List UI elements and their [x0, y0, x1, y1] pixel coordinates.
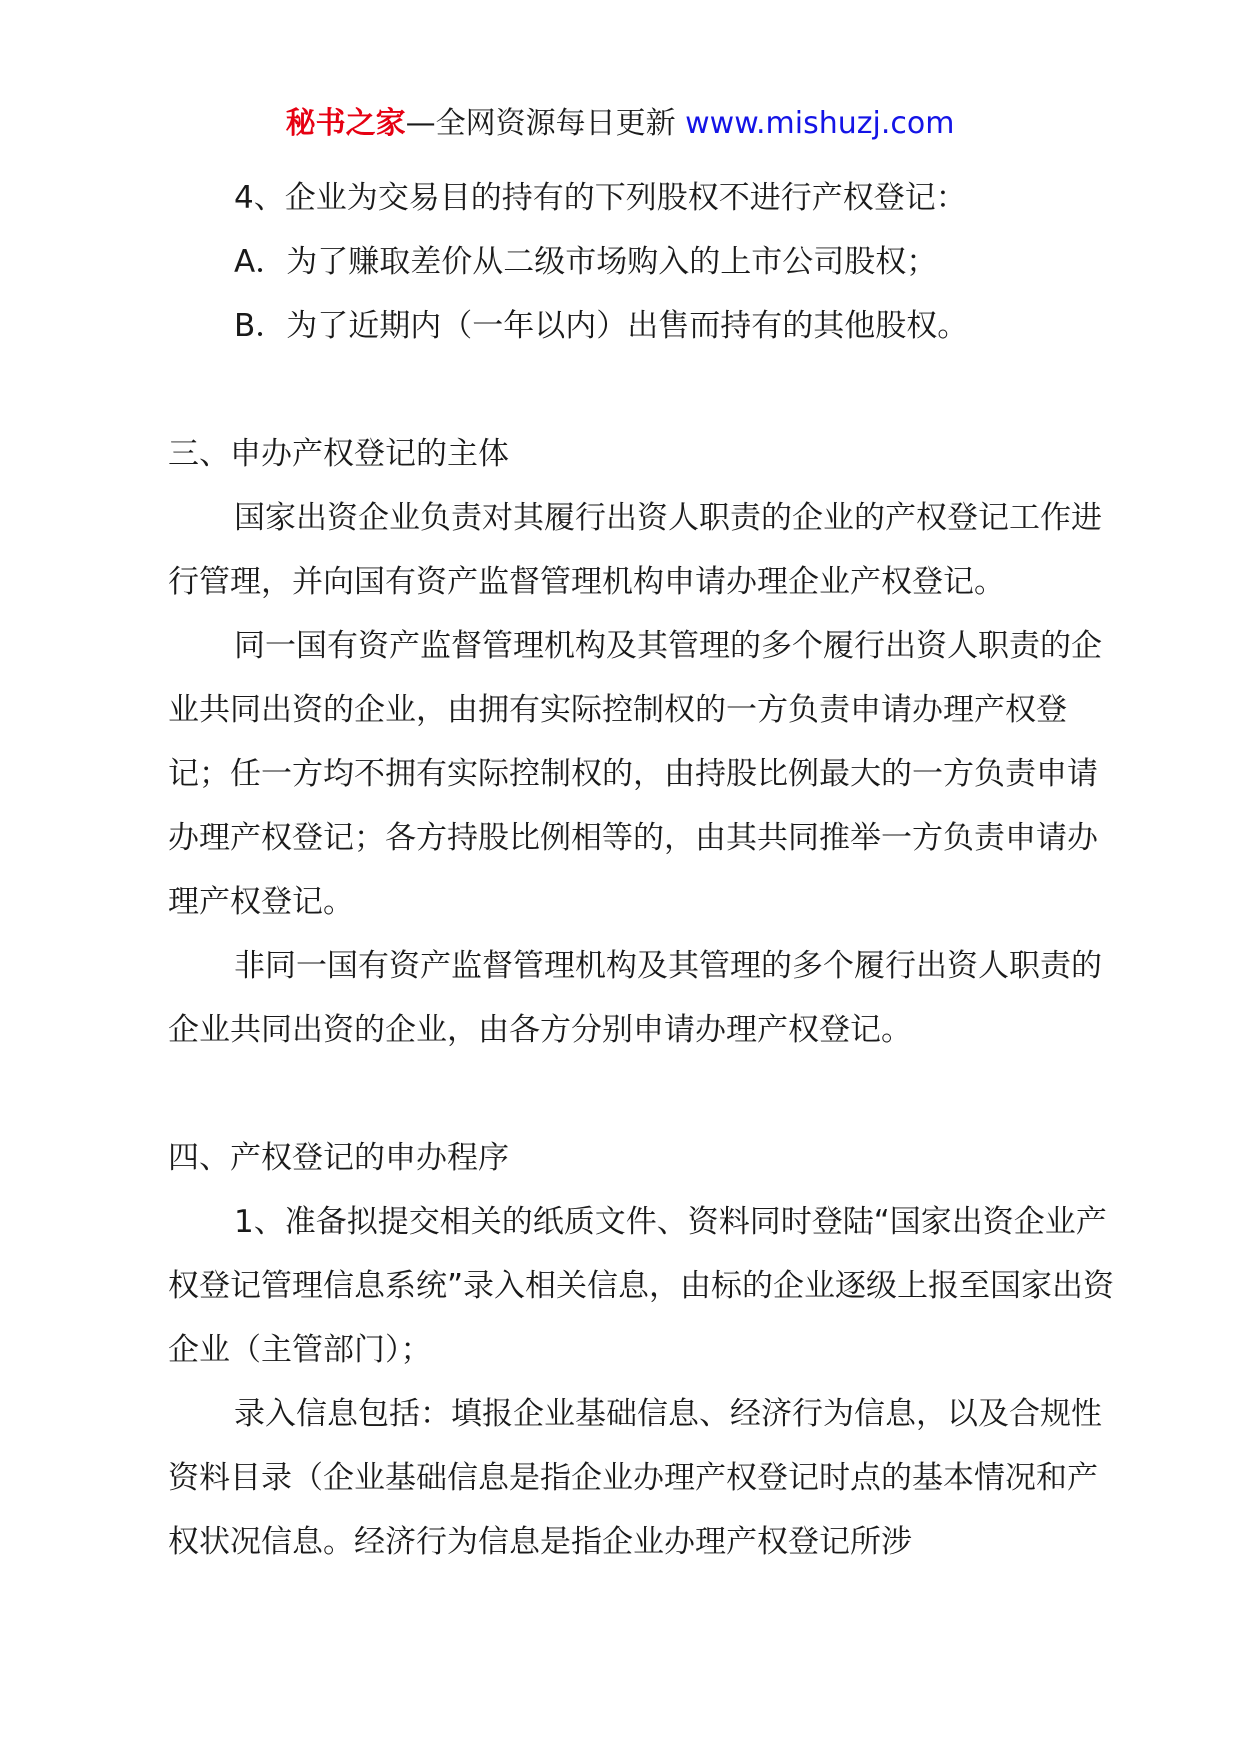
paragraph-item-4: 4、企业为交易目的持有的下列股权不进行产权登记：: [234, 180, 967, 216]
header-slogan: —全网资源每日更新: [405, 106, 686, 141]
section-heading-4: 四、产权登记的申办程序: [168, 1140, 509, 1176]
section-heading-3: 三、申办产权登记的主体: [168, 436, 509, 472]
paragraph-separate-registration: 非同一国有资产监督管理机构及其管理的多个履行出资人职责的企业共同出资的企业，由各方分别申请办理产权登记。: [168, 948, 1102, 1048]
paragraph-joint-investment: 同一国有资产监督管理机构及其管理的多个履行出资人职责的企业共同出资的企业，由拥有实际控制权的一方负责申请办理产权登记；任一方均不拥有实际控制权的，由持股比例最大的一方负责申请办理产权登记；各方持股比例相等的，由其共同推举一方负责申请办理产权登记。: [168, 628, 1102, 920]
paragraph-item-a: A．为了赚取差价从二级市场购入的上市公司股权；: [234, 244, 938, 280]
paragraph-input-info: 录入信息包括：填报企业基础信息、经济行为信息，以及合规性资料目录（企业基础信息是指企业办理产权登记时点的基本情况和产权状况信息。经济行为信息是指企业办理产权登记所涉: [168, 1396, 1102, 1560]
paragraph-item-b: B．为了近期内（一年以内）出售而持有的其他股权。: [234, 308, 969, 344]
page-header: [0, 104, 1240, 144]
paragraph-gap: [168, 1062, 1128, 1126]
brand-name: 秘书之家: [285, 106, 406, 141]
paragraph-gap: [168, 358, 1128, 422]
paragraph-registration-subject: 国家出资企业负责对其履行出资人职责的企业的产权登记工作进行管理，并向国有资产监督管理机构申请办理企业产权登记。: [168, 500, 1102, 600]
paragraph-procedure-step-1: 1、准备拟提交相关的纸质文件、资料同时登陆“国家出资企业产权登记管理信息系统”录入相关信息，由标的企业逐级上报至国家出资企业（主管部门）；: [168, 1204, 1115, 1368]
website-link[interactable]: www.mishuzj.com: [685, 106, 955, 141]
document-body: [168, 166, 1128, 1574]
